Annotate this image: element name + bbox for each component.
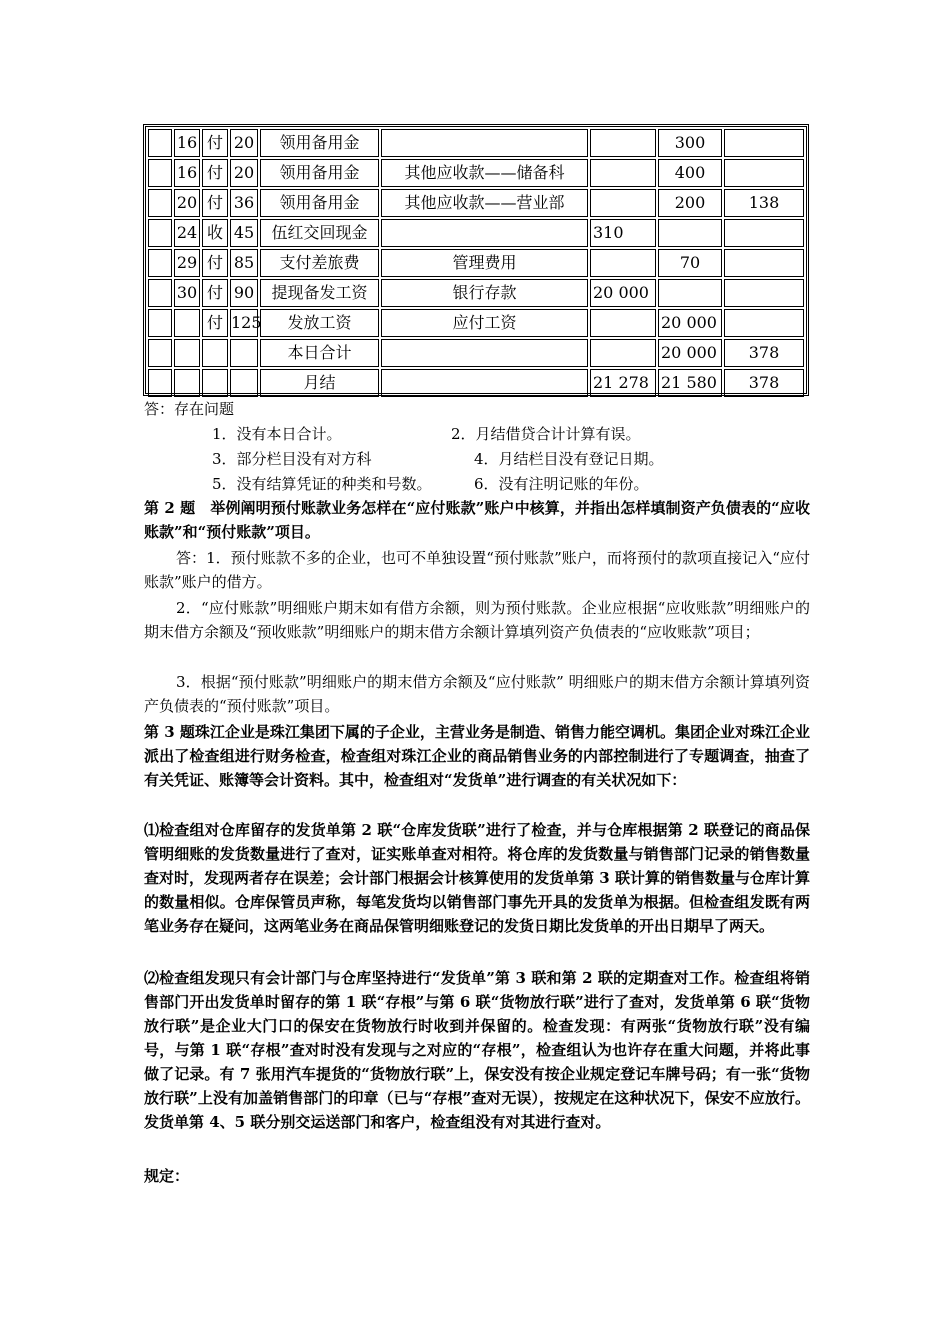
ledger-cell: 支付差旅费 (260, 249, 379, 277)
ledger-cell (590, 249, 656, 277)
ledger-cell: 付 (202, 189, 228, 217)
ledger-row (148, 309, 804, 337)
answer1-item-1: 1．没有本日合计。 (212, 425, 342, 443)
ledger-cell (724, 249, 804, 277)
question2-title: 第 2 题 举例阐明预付账款业务怎样在“应付账款”账户中核算，并指出怎样填制资产负债表的“应收账款”和“预付账款”项目。 (144, 499, 810, 541)
ledger-cell (658, 219, 722, 247)
ledger-cell: 20 000 (590, 279, 656, 307)
ledger-cell (381, 129, 588, 157)
answer1-item-6: 6．没有注明记账的年份。 (474, 475, 649, 493)
ledger-cell (658, 279, 722, 307)
ledger-cell: 其他应收款——储备科 (381, 159, 588, 187)
ledger-cell: 300 (658, 129, 722, 157)
ledger-cell: 20 000 (658, 339, 722, 367)
ledger-cell (148, 249, 172, 277)
question2-answer-3: 3．根据“预付账款”明细账户的期末借方余额及“应付账款” 明细账户的期末借方余额计算填列资产负债表的“预付账款”项目。 (144, 673, 810, 715)
question3-point-2: ⑵检查组发现只有会计部门与仓库坚持进行“发货单”第 3 联和第 2 联的定期查对工作。检查组将销售部门开出发货单时留存的第 1 联“存根”与第 6 联“货物放行联”进行了查对，发货单第 6 联“货物放行联”是企业大门口的保安在货物放行时收到并保留的。检查发现：有两张“货物放行联”没有编号，与第 1 联“存根”查对时没有发现与之对应的“存根”，检查组认为也许存在重大问题，并将此事做了记录。有 7 张用汽车提货的“货物放行联”上，保安没有按企业规定登记车牌号码；有一张“货物放行联”上没有加盖销售部门的印章（已与“存根”查对无误），按规定在这种状况下，保安不应放行。发货单第 4、5 联分别交运送部门和客户，检查组没有对其进行查对。 (144, 969, 810, 1131)
ledger-row (148, 219, 804, 247)
ledger-cell (724, 309, 804, 337)
ledger-cell (174, 369, 200, 397)
ledger-cell (230, 369, 258, 397)
ledger-cell: 138 (724, 189, 804, 217)
ledger-cell: 领用备用金 (260, 129, 379, 157)
ledger-cell: 付 (202, 309, 228, 337)
question3-intro: 第 3 题珠江企业是珠江集团下属的子企业，主营业务是制造、销售力能空调机。集团企业对珠江企业派出了检查组进行财务检查，检查组对珠江企业的商品销售业务的内部控制进行了专题调查，抽查了有关凭证、账簿等会计资料。其中，检查组对“发货单”进行调查的有关状况如下： (144, 723, 810, 789)
ledger-cell: 提现备发工资 (260, 279, 379, 307)
ledger-cell: 收 (202, 219, 228, 247)
answer1-item-4: 4．月结栏目没有登记日期。 (474, 450, 664, 468)
ledger-cell (148, 309, 172, 337)
ledger-row (148, 279, 804, 307)
ledger-cell: 378 (724, 339, 804, 367)
ledger-cell: 20 (230, 129, 258, 157)
ledger-cell (148, 339, 172, 367)
ledger-cell: 本日合计 (260, 339, 379, 367)
ledger-cell: 付 (202, 279, 228, 307)
ledger-cell: 125 (230, 309, 258, 337)
ledger-cell (381, 339, 588, 367)
answer1-item-2: 2．月结借贷合计计算有误。 (451, 425, 641, 443)
ledger-cell: 29 (174, 249, 200, 277)
ledger-cell (148, 159, 172, 187)
ledger-cell: 378 (724, 369, 804, 397)
question2-answer-2: 2．“应付账款”明细账户期末如有借方余额，则为预付账款。企业应根据“应收账款”明细账户的期末借方余额及“预收账款”明细账户的期末借方余额计算填列资产负债表的“应收账款”项目； (144, 599, 810, 641)
ledger-cell: 其他应收款——营业部 (381, 189, 588, 217)
ledger-cell (724, 159, 804, 187)
ledger-cell: 领用备用金 (260, 159, 379, 187)
ledger-cell (724, 129, 804, 157)
question3-requirement: 规定： (144, 1167, 190, 1185)
ledger-cell: 付 (202, 129, 228, 157)
ledger-cell (724, 219, 804, 247)
ledger-cell (148, 129, 172, 157)
ledger-cell: 伍红交回现金 (260, 219, 379, 247)
ledger-cell (590, 129, 656, 157)
ledger-row (148, 369, 804, 397)
ledger-cell: 85 (230, 249, 258, 277)
ledger-cell: 16 (174, 159, 200, 187)
ledger-cell (148, 219, 172, 247)
ledger-cell (202, 369, 228, 397)
ledger-cell (230, 339, 258, 367)
ledger-cell: 21 580 (658, 369, 722, 397)
ledger-cell: 月结 (260, 369, 379, 397)
ledger-cell (174, 309, 200, 337)
question2-answer-1: 答：1．预付账款不多的企业，也可不单独设置“预付账款”账户，而将预付的款项直接记入“应付账款”账户的借方。 (144, 549, 810, 591)
ledger-cell (381, 369, 588, 397)
ledger-cell (590, 189, 656, 217)
ledger-cell: 400 (658, 159, 722, 187)
ledger-cell: 310 (590, 219, 656, 247)
ledger-cell (148, 369, 172, 397)
ledger-cell: 20 000 (658, 309, 722, 337)
ledger-cell: 付 (202, 159, 228, 187)
ledger-cell: 70 (658, 249, 722, 277)
ledger-row (148, 339, 804, 367)
ledger-cell (148, 279, 172, 307)
question3-point-1: ⑴检查组对仓库留存的发货单第 2 联“仓库发货联”进行了检查，并与仓库根据第 2 联登记的商品保管明细账的发货数量进行了查对，证实账单查对相符。将仓库的发货数量与销售部门记录的销售数量查对时，发现两者存在误差；会计部门根据会计核算使用的发货单第 3 联计算的销售数量与仓库计算的数量相似。仓库保管员声称，每笔发货均以销售部门事先开具的发货单为根据。但检查组发既有两笔业务存在疑问，这两笔业务在商品保管明细账登记的发货日期比发货单的开出日期早了两天。 (144, 821, 810, 935)
ledger-cell: 银行存款 (381, 279, 588, 307)
ledger-cell: 200 (658, 189, 722, 217)
ledger-cell (381, 219, 588, 247)
ledger-cell: 21 278 (590, 369, 656, 397)
answer1-item-3: 3．部分栏目没有对方科 (212, 450, 372, 468)
ledger-cell: 90 (230, 279, 258, 307)
cash-journal-table (143, 124, 809, 396)
ledger-cell (724, 279, 804, 307)
ledger-cell: 领用备用金 (260, 189, 379, 217)
ledger-cell: 24 (174, 219, 200, 247)
ledger-cell: 20 (230, 159, 258, 187)
ledger-cell: 30 (174, 279, 200, 307)
ledger-cell: 发放工资 (260, 309, 379, 337)
ledger-row (148, 189, 804, 217)
ledger-cell: 20 (174, 189, 200, 217)
ledger-cell (148, 189, 172, 217)
ledger-cell: 管理费用 (381, 249, 588, 277)
ledger-cell: 付 (202, 249, 228, 277)
ledger-cell (202, 339, 228, 367)
ledger-row (148, 129, 804, 157)
ledger-cell: 36 (230, 189, 258, 217)
ledger-cell (174, 339, 200, 367)
answer1-heading: 答：存在问题 (144, 400, 235, 418)
ledger-row (148, 249, 804, 277)
answer1-item-5: 5．没有结算凭证的种类和号数。 (212, 475, 432, 493)
ledger-cell (590, 309, 656, 337)
ledger-row (148, 159, 804, 187)
ledger-cell (590, 159, 656, 187)
ledger-cell: 45 (230, 219, 258, 247)
ledger-cell (590, 339, 656, 367)
ledger-cell: 应付工资 (381, 309, 588, 337)
ledger-cell: 16 (174, 129, 200, 157)
